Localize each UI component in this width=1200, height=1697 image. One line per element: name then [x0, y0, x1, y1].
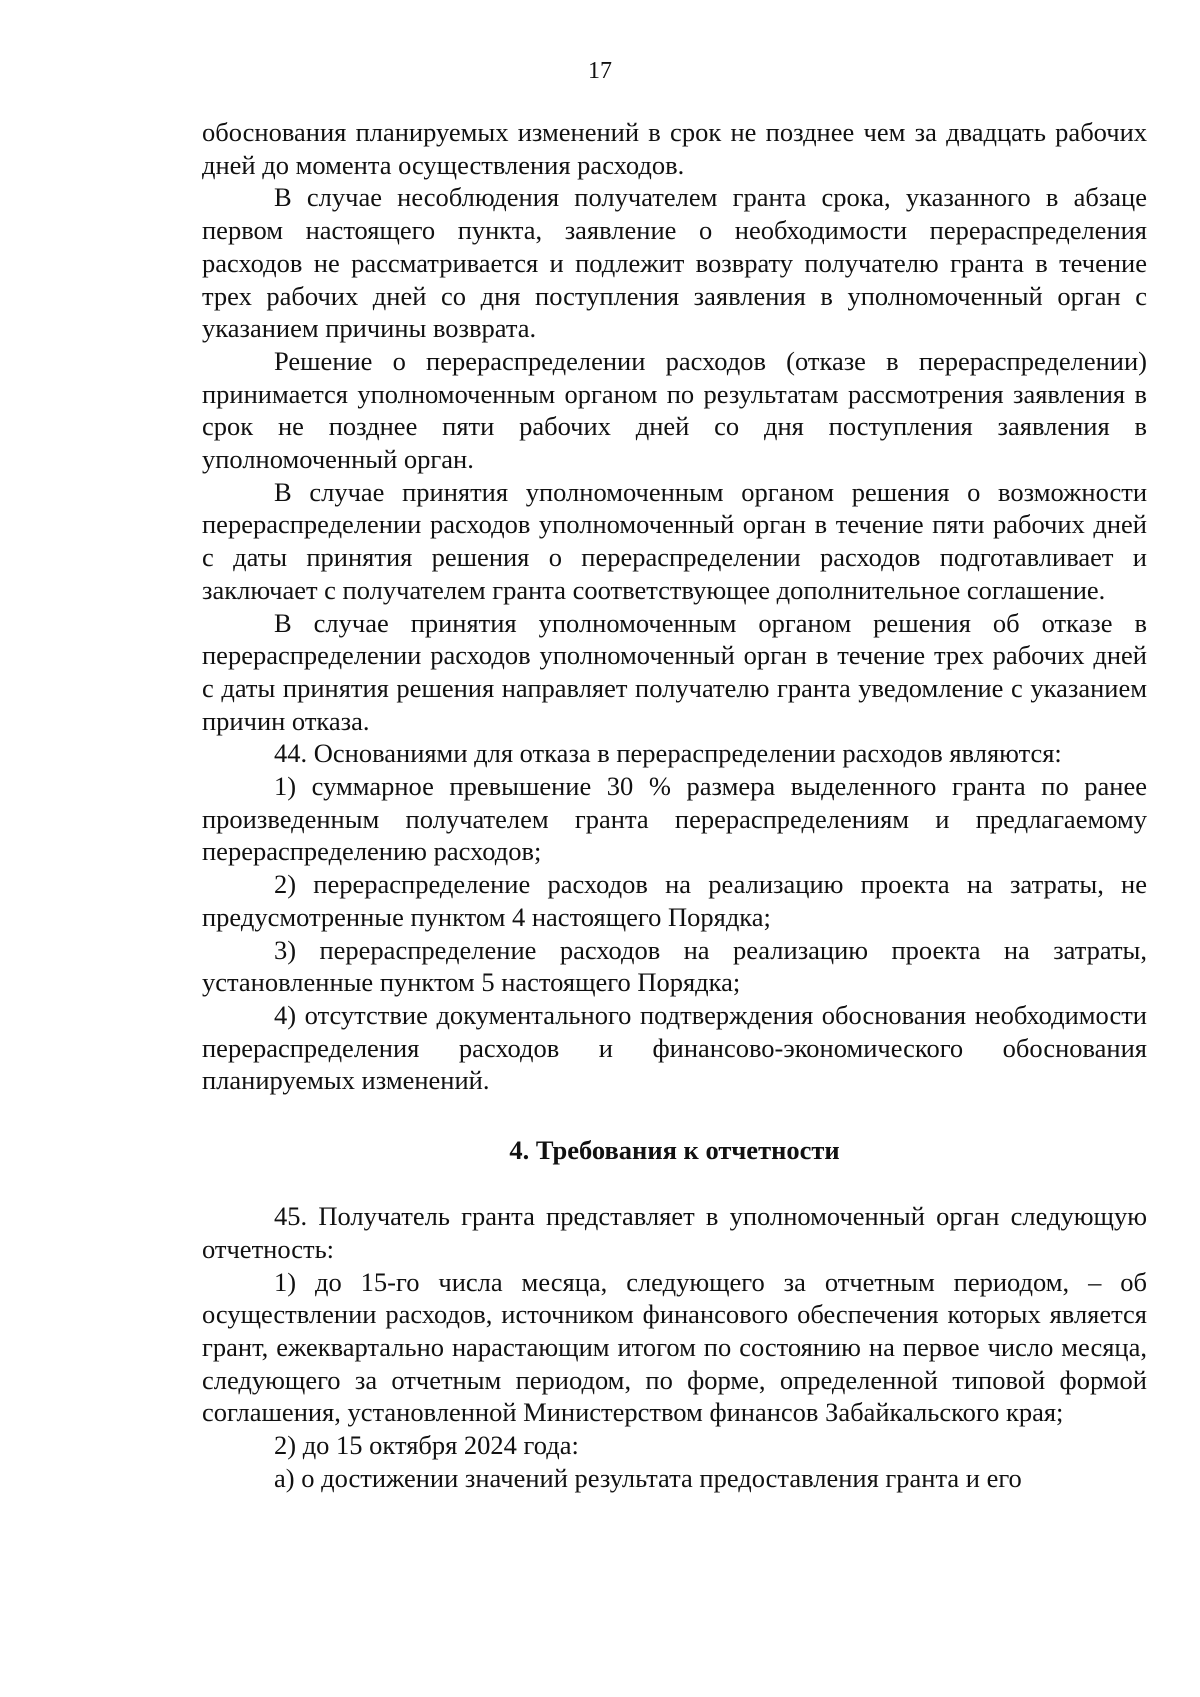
paragraph: В случае принятия уполномоченным органом решения о возможности перераспределении расходов уполномоченный орган в течение пяти рабочих дней с даты принятия решения о перераспределении расходов подготавливает и заключает с получателем гранта соответствующее дополнительное соглашение.	[202, 476, 1147, 605]
paragraph: 4) отсутствие документального подтверждения обоснования необходимости перераспределения расходов и финансово-экономического обоснования планируемых изменений.	[202, 999, 1147, 1096]
paragraph: В случае принятия уполномоченным органом решения об отказе в перераспределении расходов уполномоченный орган в течение трех рабочих дней с даты принятия решения направляет получателю гранта уведомление с указанием причин отказа.	[202, 607, 1147, 736]
paragraph: обоснования планируемых изменений в срок не позднее чем за двадцать рабочих дней до момента осуществления расходов.	[202, 117, 1147, 180]
paragraph: В случае несоблюдения получателем гранта срока, указанного в абзаце первом настоящего пункта, заявление о необходимости перераспределения расходов не рассматривается и подлежит возврату получателю гранта в течение трех рабочих дней со дня поступления заявления в уполномоченный орган с указанием причины возврата.	[202, 182, 1147, 344]
document-body	[202, 116, 1147, 1494]
paragraph: 1) суммарное превышение 30 % размера выделенного гранта по ранее произведенным получателем гранта перераспределениям и предлагаемому перераспределению расходов;	[202, 771, 1147, 867]
paragraph: 2) до 15 октября 2024 года:	[274, 1430, 579, 1461]
paragraph: Решение о перераспределении расходов (отказе в перераспределении) принимается уполномоченным органом по результатам рассмотрения заявления в срок не позднее пяти рабочих дней со дня поступления заявления в уполномоченный орган.	[202, 345, 1147, 475]
paragraph: 3) перераспределение расходов на реализацию проекта на затраты, установленные пунктом 5 настоящего Порядка;	[202, 934, 1147, 998]
paragraph: 45. Получатель гранта представляет в уполномоченный орган следующую отчетность:	[202, 1201, 1147, 1264]
page-number: 17	[588, 58, 612, 84]
paragraph: 44. Основаниями для отказа в перераспределении расходов являются:	[274, 738, 1062, 769]
paragraph: 1) до 15-го числа месяца, следующего за отчетным периодом, – об осуществлении расходов, источником финансового обеспечения которых является грант, ежеквартально нарастающим итогом по состоянию на первое число месяца, следующего за отчетным периодом, по форме, определенной типовой формой соглашения, установленной Министерством финансов Забайкальского края;	[202, 1266, 1147, 1428]
paragraphs-after-section	[202, 1200, 1147, 1494]
section-heading: 4. Требования к отчетности	[509, 1135, 840, 1166]
paragraphs-before-section	[202, 116, 1147, 1097]
paragraph: 2) перераспределение расходов на реализацию проекта на затраты, не предусмотренные пунктом 4 настоящего Порядка;	[202, 869, 1147, 932]
paragraph: а) о достижении значений результата предоставления гранта и его	[274, 1462, 1022, 1493]
